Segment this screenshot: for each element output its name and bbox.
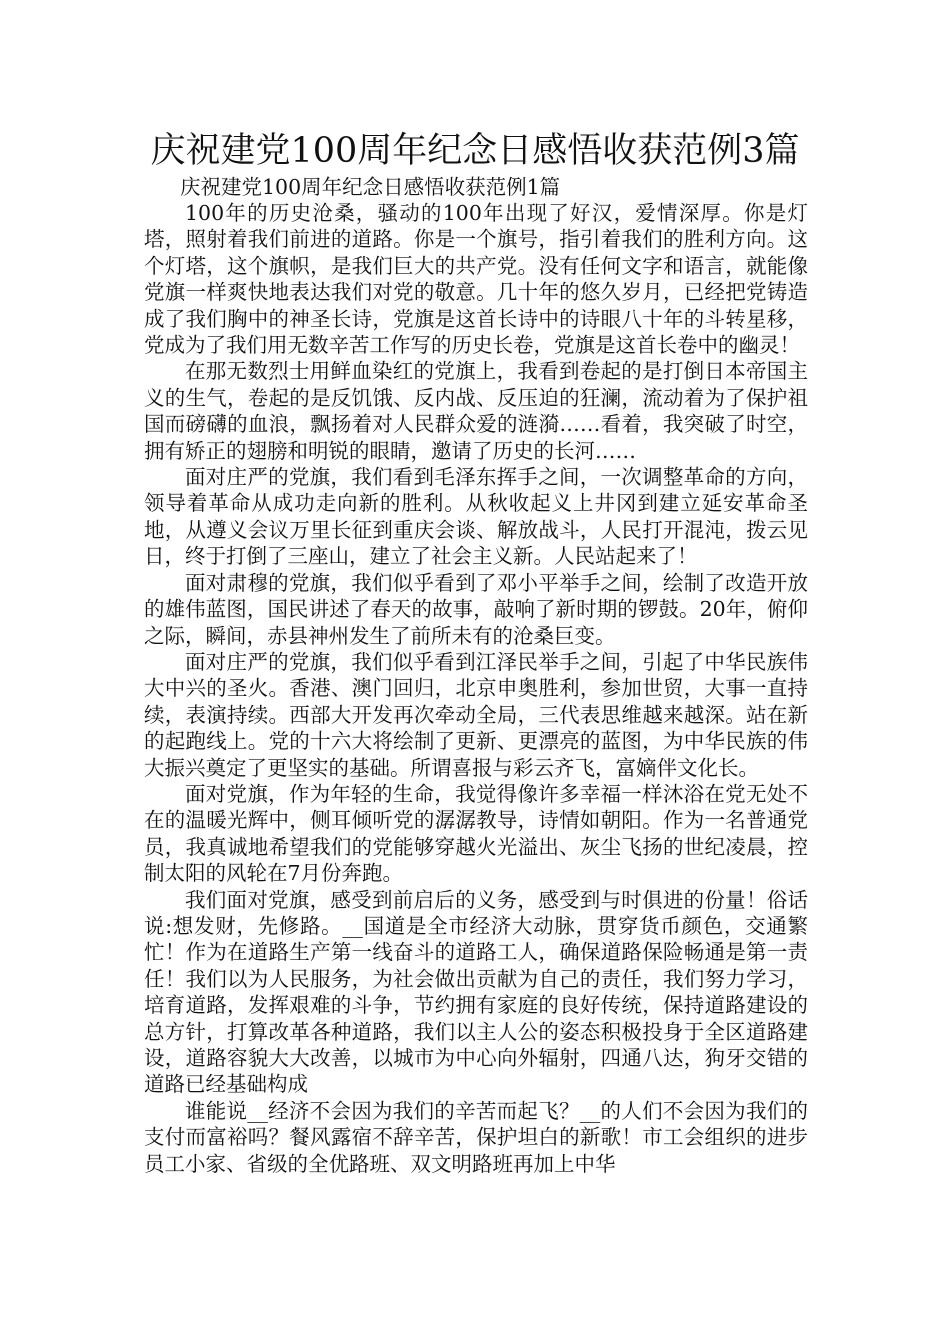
document-title: 庆祝建党100周年纪念日感悟收获范例3篇 [150,131,800,171]
paragraph: 我们面对党旗，感受到前启后的义务，感受到与时俱进的份量！俗话说:想发财，先修路。__国道是全市经济大动脉，贯穿货币颜色，交通繁忙！作为在道路生产第一线奋斗的道路工人，确保道路保险畅通是第一责任！我们以为人民服务，为社会做出贡献为自己的责任，我们努力学习，培育道路，发挥艰难的斗争，节约拥有家庭的良好传统，保持道路建设的总方针，打算改革各种道路，我们以主人公的姿态积极投身于全区道路建设，道路容貌大大改善，以城市为中心向外辐射，四通八达，狗牙交错的道路已经基础构成 [144,887,808,1097]
paragraph: 面对庄严的党旗，我们看到毛泽东挥手之间，一次调整革命的方向，领导着革命从成功走向新的胜利。从秋收起义上井冈到建立延安革命圣地，从遵义会议万里长征到重庆会谈、解放战斗，人民打开混沌，拨云见日，终于打倒了三座山，建立了社会主义新。人民站起来了！ [144,465,808,569]
paragraph: 在那无数烈士用鲜血染红的党旗上，我看到卷起的是打倒日本帝国主义的生气，卷起的是反饥饿、反内战、反压迫的狂澜，流动着为了保护祖国而磅礴的血浪，飘扬着对人民群众爱的涟漪……看着，我突破了时空，拥有矫正的翅膀和明锐的眼睛，邀请了历史的长河…… [144,359,808,463]
paragraph: 面对庄严的党旗，我们似乎看到江泽民举手之间，引起了中华民族伟大中兴的圣火。香港、澳门回归，北京申奥胜利，参加世贸，大事一直持续，表演持续。西部大开发再次牵动全局，三代表思维越来越深。站在新的起跑线上。党的十六大将绘制了更新、更漂亮的蓝图，为中华民族的伟大振兴奠定了更坚实的基础。所谓喜报与彩云齐飞，富嫡伴文化长。 [144,649,808,780]
document-subtitle: 庆祝建党100周年纪念日感悟收获范例1篇 [180,175,561,199]
paragraph: 面对肃穆的党旗，我们似乎看到了邓小平举手之间，绘制了改造开放的雄伟蓝图，国民讲述了春天的故事，敲响了新时期的锣鼓。20年，俯仰之际，瞬间，赤县神州发生了前所未有的沧桑巨变。 [144,570,808,648]
document-body [144,200,808,1177]
paragraph: 谁能说__经济不会因为我们的辛苦而起飞？__的人们不会因为我们的支付而富裕吗？餐风露宿不辞辛苦，保护坦白的新歌！市工会组织的进步员工小家、省级的全优路班、双文明路班再加上中华 [144,1098,808,1176]
paragraph: 100年的历史沧桑，骚动的100年出现了好汉，爱情深厚。你是灯塔，照射着我们前进的道路。你是一个旗号，指引着我们的胜利方向。这个灯塔，这个旗帜，是我们巨大的共产党。没有任何文字和语言，就能像党旗一样爽快地表达我们对党的敬意。几十年的悠久岁月，已经把党铸造成了我们胸中的神圣长诗，党旗是这首长诗中的诗眼八十年的斗转星移，党成为了我们用无数辛苦工作写的历史长卷，党旗是这首长卷中的幽灵！ [144,201,808,358]
paragraph: 面对党旗，作为年轻的生命，我觉得像许多幸福一样沐浴在党无处不在的温暖光辉中，侧耳倾听党的潺潺教导，诗情如朝阳。作为一名普通党员，我真诚地希望我们的党能够穿越火光溢出、灰尘飞扬的世纪凌晨，控制太阳的风轮在7月份奔跑。 [144,781,808,886]
